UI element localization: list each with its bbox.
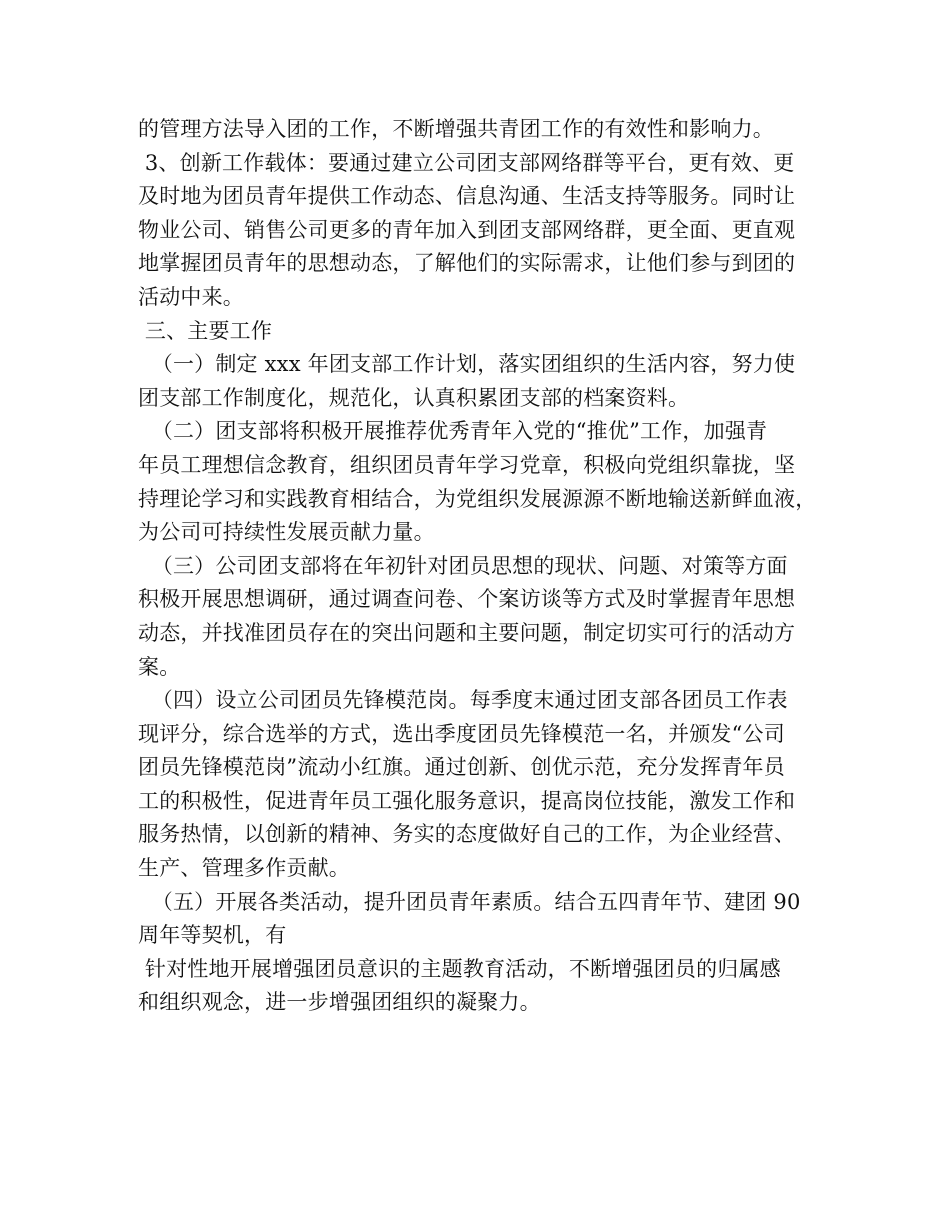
text-line: （二）团支部将积极开展推荐优秀青年入党的“推优”工作，加强青 — [138, 419, 768, 444]
text-line: 的管理方法导入团的工作，不断增强共青团工作的有效性和影响力。 — [138, 117, 774, 141]
text-line: 团支部工作制度化，规范化，认真积累团支部的档案资料。 — [138, 385, 690, 410]
text-line: （一）制定 xxx 年团支部工作计划，落实团组织的生活内容，努力使 — [138, 352, 796, 377]
text-line: 活动中来。 — [138, 284, 244, 309]
text-line: （五）开展各类活动，提升团员青年素质。结合五四青年节、建团 90 — [138, 889, 801, 914]
text-line: 现评分，综合选举的方式，选出季度团员先锋模范一名，并颁发“公司 — [138, 721, 785, 746]
text-line: 积极开展思想调研，通过调查问卷、个案访谈等方式及时掌握青年思想 — [138, 587, 796, 612]
text-line: 工的积极性，促进青年员工强化服务意识，提高岗位技能，激发工作和 — [138, 788, 796, 813]
text-line: 和组织观念，进一步增强团组织的凝聚力。 — [138, 990, 541, 1015]
text-line: （三）公司团支部将在年初针对团员思想的现状、问题、对策等方面 — [138, 553, 788, 578]
text-line: 服务热情，以创新的精神、务实的态度做好自己的工作，为企业经营、 — [138, 822, 796, 847]
text-line: 案。 — [138, 654, 181, 679]
text-line: 团员先锋模范岗”流动小红旗。通过创新、创优示范，充分发挥青年员 — [138, 755, 785, 780]
text-line: 年员工理想信念教育，组织团员青年学习党章，积极向党组织靠拢，坚 — [138, 452, 796, 477]
text-line: 周年等契机，有 — [138, 923, 287, 948]
document-body — [138, 113, 828, 1020]
text-line: 为公司可持续性发展贡献力量。 — [138, 520, 435, 545]
text-line: （四）设立公司团员先锋模范岗。每季度末通过团支部各团员工作表 — [138, 688, 788, 713]
text-line: 动态，并找准团员存在的突出问题和主要问题，制定切实可行的活动方 — [138, 620, 796, 645]
text-line: 地掌握团员青年的思想动态，了解他们的实际需求，让他们参与到团的 — [138, 251, 796, 276]
text-line: 针对性地开展增强团员意识的主题教育活动，不断增强团员的归属感 — [138, 956, 781, 981]
text-line: 持理论学习和实践教育相结合，为党组织发展源源不断地输送新鲜血液， — [138, 486, 817, 511]
section-heading: 三、主要工作 — [138, 318, 273, 343]
text-line: 物业公司、销售公司更多的青年加入到团支部网络群，更全面、更直观 — [138, 217, 796, 242]
text-line: 生产、管理多作贡献。 — [138, 856, 350, 881]
text-line: 3、创新工作载体：要通过建立公司团支部网络群等平台，更有效、更 — [138, 150, 795, 175]
text-line: 及时地为团员青年提供工作动态、信息沟通、生活支持等服务。同时让 — [138, 184, 796, 209]
